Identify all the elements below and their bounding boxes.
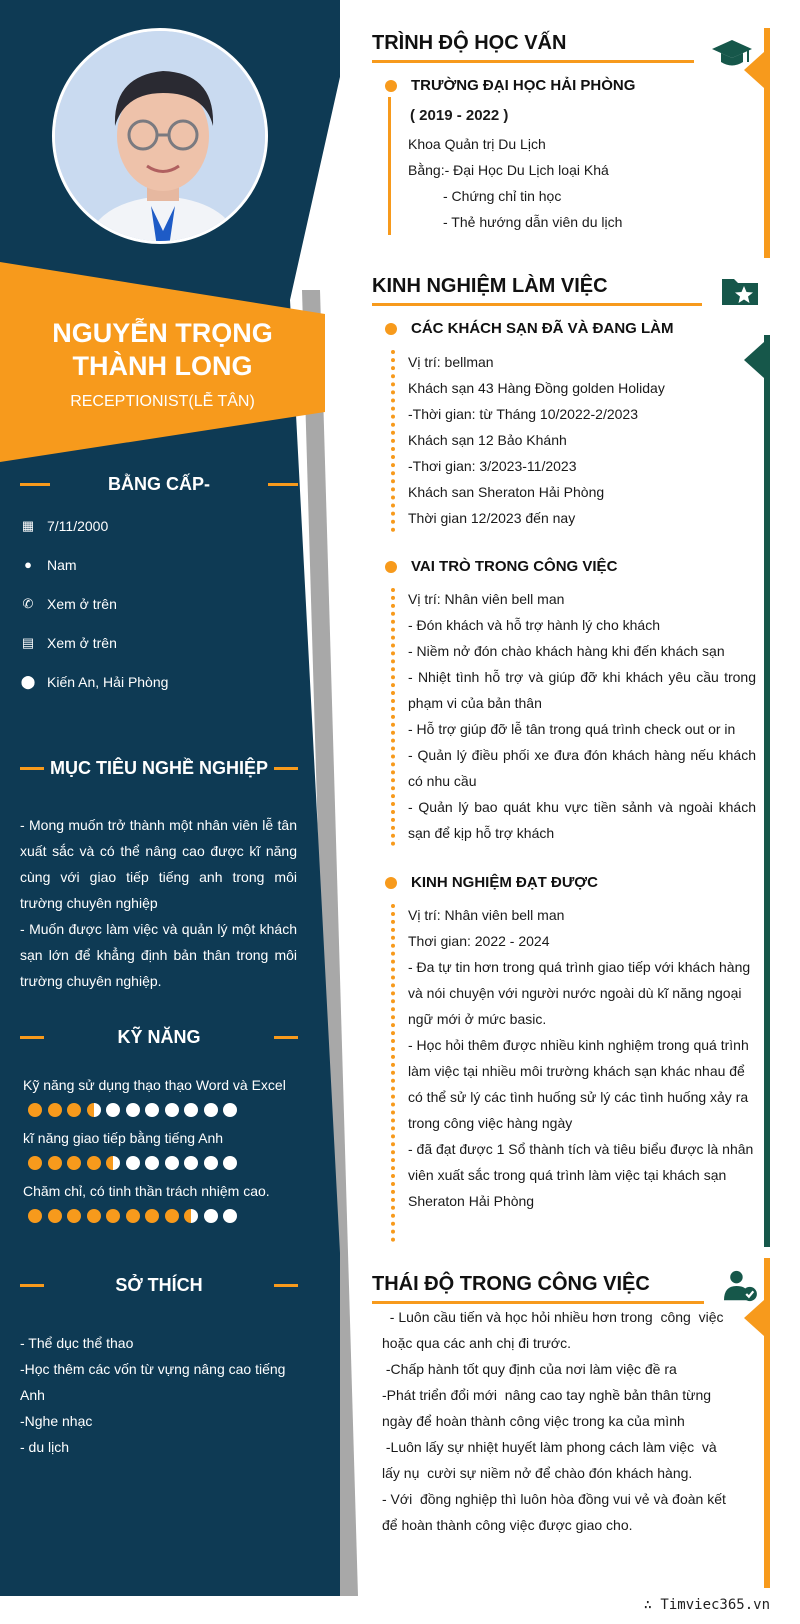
skill-dot: [87, 1103, 101, 1117]
skill-dot: [67, 1209, 81, 1223]
skill-dot: [184, 1156, 198, 1170]
education-line: - Thẻ hướng dẫn viên du lịch: [443, 214, 623, 230]
skill-dot: [184, 1103, 198, 1117]
education-line: - Chứng chỉ tin học: [443, 188, 562, 204]
skill-dot: [28, 1156, 42, 1170]
skill-dot: [165, 1103, 179, 1117]
skill-dot: [48, 1103, 62, 1117]
skill-dot: [87, 1209, 101, 1223]
education-school-text: TRƯỜNG ĐẠI HỌC HẢI PHÒNG: [411, 77, 636, 94]
info-address: [20, 670, 290, 694]
skills-heading: [20, 1022, 298, 1052]
hotels-line: -Thời gian: từ Tháng 10/2022-2/2023: [408, 406, 639, 422]
skill-dot: [145, 1209, 159, 1223]
skill-dot: [106, 1209, 120, 1223]
skill-dot: [126, 1209, 140, 1223]
section-edge: [764, 335, 770, 1247]
skill-dot: [145, 1103, 159, 1117]
calendar-icon: ▦: [21, 518, 35, 533]
role-text: Vị trí: Nhân viên bell man - Đón khách và hỗ trợ hành lý cho khách - Niềm nở đón chào khách hàng khi đến khách sạn - Nhiệt tình hỗ trợ và giúp đỡ khi khách yêu cầu trong phạm vi của bản thân - Hỗ trợ giúp đỡ lễ tân trong quá trình check out or in - Quản lý điều phối xe đưa đón khách hàng nếu khách có nhu cầu - Quản lý bao quát khu vực tiền sảnh và ngoài khách sạn để kịp hỗ trợ khách: [408, 591, 756, 841]
info-gender-text: Nam: [47, 557, 77, 573]
skill-dot: [204, 1103, 218, 1117]
person-icon: ●: [24, 557, 32, 572]
footer-brand[interactable]: ∴ Timviec365.vn: [643, 1597, 770, 1613]
heading-underline: [372, 60, 694, 63]
education-line: Khoa Quản trị Du Lịch: [408, 136, 546, 152]
heading-dash: [20, 1284, 44, 1287]
experience-heading: KINH NGHIỆM LÀM VIỆC: [372, 275, 608, 297]
heading-dash: [20, 767, 44, 770]
hotels-line: -Thơi gian: 3/2023-11/2023: [408, 458, 577, 474]
info-email: [20, 631, 290, 655]
hotels-line: Khách san Sheraton Hải Phòng: [408, 484, 605, 500]
skill-rating: [28, 1209, 288, 1225]
skill-dot: [165, 1209, 179, 1223]
info-phone: [20, 592, 290, 616]
hotels-line: Vị trí: bellman: [408, 354, 494, 370]
heading-underline: [372, 303, 702, 306]
section-edge: [764, 1258, 770, 1588]
avatar: [52, 28, 268, 244]
heading-dash: [268, 483, 298, 486]
info-phone-text: Xem ở trên: [47, 596, 117, 612]
timeline-bullet: [385, 80, 397, 92]
hobbies-heading-text: SỞ THÍCH: [115, 1275, 203, 1295]
achieve-subheading-text: KINH NGHIỆM ĐẠT ĐƯỢC: [411, 874, 598, 891]
heading-dash: [274, 1036, 298, 1039]
skill-dot: [28, 1103, 42, 1117]
info-heading: [20, 469, 298, 499]
skills-heading-text: KỸ NĂNG: [117, 1027, 201, 1047]
info-gender: [20, 553, 290, 577]
skill-dot: [145, 1156, 159, 1170]
profile-name: NGUYỄN TRỌNG THÀNH LONG: [52, 318, 273, 381]
timeline-dots: [391, 350, 395, 532]
skill-dot: [67, 1156, 81, 1170]
heading-dash: [20, 1036, 44, 1039]
hotels-subheading-text: CÁC KHÁCH SẠN ĐÃ VÀ ĐANG LÀM: [411, 320, 674, 337]
hotels-line: Khách sạn 43 Hàng Đồng golden Holiday: [408, 380, 665, 396]
skill-dot: [48, 1156, 62, 1170]
skill-dot: [223, 1156, 237, 1170]
education-years: ( 2019 - 2022 ): [410, 107, 509, 124]
info-birthdate-text: 7/11/2000: [47, 518, 109, 534]
hotels-line: Thời gian 12/2023 đến nay: [408, 510, 576, 526]
attitude-text: - Luôn cầu tiến và học hỏi nhiều hơn trong công việc hoặc qua các anh chị đi trước. -Chấp hành tốt quy định của nơi làm việc đề ra -Phát triển đổi mới nâng cao tay nghề bản thân từng ngày để hoàn thành công việc trong ka của mình -Luôn lấy sự nhiệt huyết làm phong cách làm việc và lấy nụ cười sự niềm nở để chào đón khách hàng. - Với đồng nghiệp thì luôn hòa đồng vui vẻ và đoàn kết để hoàn thành công việc được giao cho.: [382, 1309, 726, 1533]
skill-dot: [184, 1209, 198, 1223]
info-address-text: Kiến An, Hải Phòng: [47, 674, 169, 690]
education-heading: TRÌNH ĐỘ HỌC VẤN: [372, 32, 567, 54]
info-heading-text: BẰNG CẤP-: [108, 474, 210, 494]
heading-dash: [20, 483, 50, 486]
skill-dot: [106, 1103, 120, 1117]
timeline-bullet: [385, 323, 397, 335]
heading-dash: [274, 767, 298, 770]
skill-rating: [28, 1103, 288, 1119]
folder-star-icon: [720, 275, 760, 307]
objective-text: - Mong muốn trở thành một nhân viên lễ tân xuất sắc và có thể nâng cao được kĩ năng cùng với giao tiếp tiếng anh trong môi trường chuyên nghiệp - Muốn được làm việc và quản lý một khách sạn lớn để khẳng định bản thân trong môi trường chuyên nghiệp.: [20, 817, 297, 989]
profile-role: RECEPTIONIST(LỄ TÂN): [70, 393, 255, 410]
info-birthdate: [20, 514, 290, 538]
skill-dot: [126, 1103, 140, 1117]
role-subheading-text: VAI TRÒ TRONG CÔNG VIỆC: [411, 558, 618, 575]
timeline-bullet: [385, 561, 397, 573]
heading-dash: [274, 1284, 298, 1287]
skill-dot: [204, 1156, 218, 1170]
skill-dot: [106, 1156, 120, 1170]
skill-dot: [165, 1156, 179, 1170]
skill-dot: [87, 1156, 101, 1170]
skill-dot: [67, 1103, 81, 1117]
skill-dot: [28, 1209, 42, 1223]
hobbies-text: - Thể dục thể thao -Học thêm các vốn từ vựng nâng cao tiếng Anh -Nghe nhạc - du lịch: [20, 1335, 286, 1455]
achieve-text: Vị trí: Nhân viên bell man Thơi gian: 2022 - 2024 - Đa tự tin hơn trong quá trình giao tiếp với khách hàng và nói chuyện với người nước ngoài dù kĩ năng ngoại ngữ mới ở mức basic. - Học hỏi thêm được nhiều kinh nghiệm trong quá trình làm việc tại nhiều môi trường khách sạn khác nhau để có thể sử lý các tình huống sử lý các tình huống xảy ra trong công việc hàng ngày - đã đạt được 1 Sổ thành tích và tiêu biểu được là nhân viên xuất sắc trong quá trình làm việc tại khách sạn Sheraton Hải Phòng: [408, 907, 754, 1209]
graduation-cap-icon: [712, 38, 752, 70]
skill-dot: [126, 1156, 140, 1170]
info-email-text: Xem ở trên: [47, 635, 117, 651]
phone-icon: ✆: [22, 596, 34, 611]
skill-dot: [223, 1209, 237, 1223]
skill-rating: [28, 1156, 288, 1172]
objective-heading: [20, 753, 298, 783]
attitude-heading: THÁI ĐỘ TRONG CÔNG VIỆC: [372, 1273, 650, 1295]
timeline-dots: [391, 588, 395, 846]
skill-label: kĩ năng giao tiếp bằng tiếng Anh: [23, 1130, 224, 1146]
hotels-line: Khách sạn 12 Bảo Khánh: [408, 432, 567, 448]
user-check-icon: [720, 1270, 760, 1302]
timeline-bullet: [385, 877, 397, 889]
skill-label: Kỹ năng sử dụng thạo thạo Word và Excel: [23, 1077, 286, 1093]
skill-dot: [204, 1209, 218, 1223]
edge-arrow: [744, 1300, 764, 1336]
skill-dot: [48, 1209, 62, 1223]
email-icon: ▤: [21, 635, 35, 650]
skill-dot: [223, 1103, 237, 1117]
objective-heading-text: MỤC TIÊU NGHỀ NGHIỆP: [49, 758, 268, 778]
education-line: Bằng:- Đại Học Du Lịch loại Khá: [408, 162, 609, 178]
hobbies-heading: [20, 1270, 298, 1300]
avatar-portrait: [55, 31, 268, 244]
skill-label: Chăm chỉ, có tinh thần trách nhiệm cao.: [23, 1183, 270, 1199]
timeline-line: [388, 97, 391, 235]
location-pin-icon: ⬤: [20, 674, 36, 689]
timeline-dots: [391, 904, 395, 1242]
